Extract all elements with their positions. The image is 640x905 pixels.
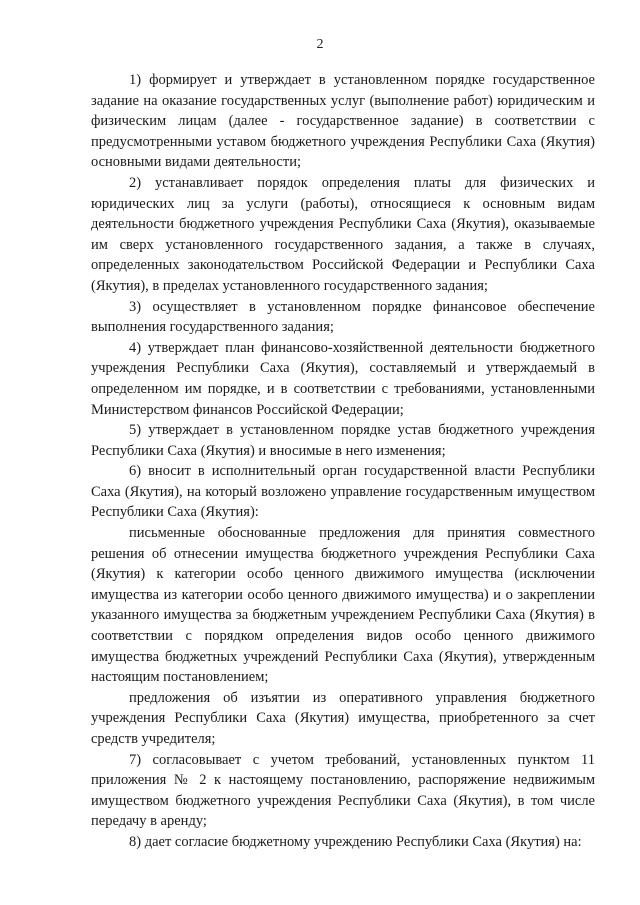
- page-number: 2: [316, 37, 324, 52]
- paragraph-item-6: 6) вносит в исполнительный орган государственной власти Республики Саха (Якутия), на который возложено управление государственным имуществом Республики Саха (Якутия):: [91, 463, 595, 521]
- paragraph-item-4: 4) утверждает план финансово-хозяйственной деятельности бюджетного учреждения Республики Саха (Якутия), составляемый и утверждаемый в определенном им порядке, и в соответствии с требованиями, установленными Министерством финансов Российской Федерации;: [91, 339, 595, 418]
- paragraph-item-2: 2) устанавливает порядок определения платы для физических и юридических лиц за услуги (работы), относящиеся к основным видам деятельности бюджетного учреждения Республики Саха (Якутия), оказываемые им сверх установленного государственного задания, а также в случаях, определенных законодательством Российской Федерации и Республики Саха (Якутия), в пределах установленного государственного задания;: [91, 174, 595, 294]
- document-body: [91, 70, 595, 853]
- paragraph-item-5: 5) утверждает в установленном порядке устав бюджетного учреждения Республики Саха (Якутия) и вносимые в него изменения;: [91, 422, 595, 459]
- paragraph-item-3: 3) осуществляет в установленном порядке финансовое обеспечение выполнения государственного задания;: [91, 298, 595, 336]
- paragraph-item-7: 7) согласовывает с учетом требований, установленных пунктом 11 приложения № 2 к настоящему постановлению, распоряжение недвижимым имуществом бюджетного учреждения Республики Саха (Якутия), в том числе передачу в аренду;: [91, 751, 595, 830]
- paragraph-subitem-proposals-withdrawal: предложения об изъятии из оперативного управления бюджетного учреждения Республики Саха (Якутия) имущества, приобретенного за счет средств учредителя;: [91, 689, 595, 747]
- paragraph-item-1: 1) формирует и утверждает в установленном порядке государственное задание на оказание государственных услуг (выполнение работ) юридическим и физическим лицам (далее - государственное задание) в соответствии с предусмотренными уставом бюджетного учреждения Республики Саха (Якутия) основными видами деятельности;: [91, 72, 595, 171]
- paragraph-subitem-proposals-valuable-property: письменные обоснованные предложения для принятия совместного решения об отнесении имущества бюджетного учреждения Республики Саха (Якутия) к категории особо ценного движимого имущества (исключении имущества из категории особо ценного движимого имущества) и о закреплении указанного имущества за бюджетным учреждением Республики Саха (Якутия) в соответствии с порядком определения видов особо ценного движимого имущества бюджетных учреждений Республики Саха (Якутия), утвержденным настоящим постановлением;: [91, 525, 595, 686]
- paragraph-item-8: 8) дает согласие бюджетному учреждению Республики Саха (Якутия) на:: [129, 833, 582, 850]
